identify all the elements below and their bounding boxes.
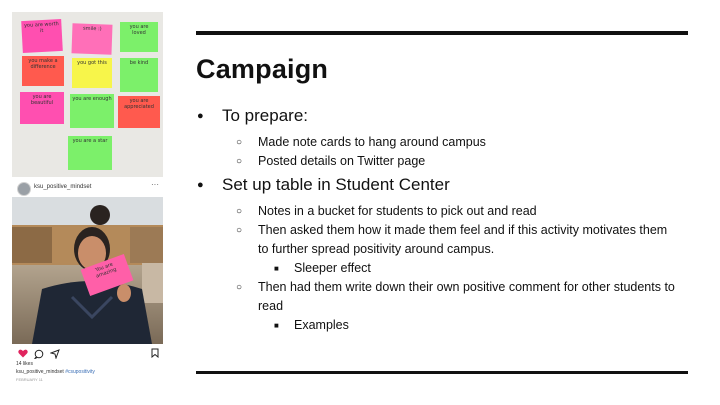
list-item — [196, 133, 686, 152]
top-divider — [196, 31, 688, 35]
more-options-icon[interactable]: ··· — [151, 180, 159, 189]
bullet-marker: ○ — [236, 156, 243, 167]
instagram-username[interactable]: ksu_positive_mindset — [34, 184, 92, 190]
page-title: Campaign — [196, 54, 329, 84]
list-item — [196, 316, 686, 335]
list-item — [196, 221, 678, 259]
sticky-notes-photo — [12, 12, 163, 177]
sticky-note: you are enough — [70, 94, 114, 128]
post-date: FEBRUARY 11 — [16, 377, 43, 382]
list-item — [196, 278, 678, 316]
sticky-note: you are loved — [120, 22, 158, 52]
instagram-post-header — [12, 180, 163, 196]
post-caption — [16, 369, 95, 375]
list-item-text: To prepare: — [222, 106, 308, 125]
list-item-text: Notes in a bucket for students to pick out and read — [258, 204, 537, 218]
pink-note-card: You are amazing — [81, 254, 134, 296]
bullet-marker: ■ — [274, 264, 279, 273]
likes-count[interactable]: 14 likes — [16, 361, 33, 367]
bullet-marker: ■ — [274, 321, 279, 330]
heart-icon[interactable] — [18, 349, 28, 358]
bullet-marker: ○ — [236, 206, 243, 217]
list-item — [196, 259, 686, 278]
sticky-note: you are appreciated — [118, 96, 160, 128]
list-item — [196, 106, 686, 126]
bullet-marker: ○ — [236, 225, 243, 236]
bullet-list — [196, 106, 686, 335]
sticky-note: smile :) — [71, 23, 112, 54]
avatar[interactable] — [17, 182, 31, 196]
sticky-note: you are a star — [68, 136, 112, 170]
comment-icon[interactable] — [34, 349, 44, 359]
sticky-note: you got this — [72, 58, 112, 88]
sticky-note: you are worth it — [21, 19, 63, 53]
bullet-marker: ● — [197, 179, 204, 191]
share-icon[interactable] — [50, 349, 60, 359]
bottom-divider — [196, 371, 688, 374]
sticky-note: be kind — [120, 58, 158, 92]
caption-username[interactable]: ksu_positive_mindset — [16, 369, 64, 375]
bullet-marker: ○ — [236, 282, 243, 293]
list-item-text: Posted details on Twitter page — [258, 154, 426, 168]
list-item — [196, 152, 686, 171]
sticky-note: you are beautiful — [20, 92, 64, 124]
list-item — [196, 202, 686, 221]
list-item-text: Examples — [294, 318, 349, 332]
list-item-text: Then had them write down their own positive comment for other students to read — [258, 280, 675, 313]
list-item-text: Set up table in Student Center — [222, 175, 450, 194]
student-photo — [12, 197, 163, 344]
list-item-text: Sleeper effect — [294, 261, 371, 275]
bullet-marker: ● — [197, 110, 204, 122]
list-item-text: Made note cards to hang around campus — [258, 135, 486, 149]
bullet-marker: ○ — [236, 137, 243, 148]
list-item — [196, 175, 686, 195]
caption-hashtag[interactable]: #csupositivity — [65, 369, 95, 375]
list-item-text: Then asked them how it made them feel and if this activity motivates them to further spread positivity around campus. — [258, 223, 668, 256]
instagram-actions-bar — [12, 346, 163, 360]
sticky-note: you make a difference — [22, 56, 64, 86]
bookmark-icon[interactable] — [151, 348, 159, 358]
